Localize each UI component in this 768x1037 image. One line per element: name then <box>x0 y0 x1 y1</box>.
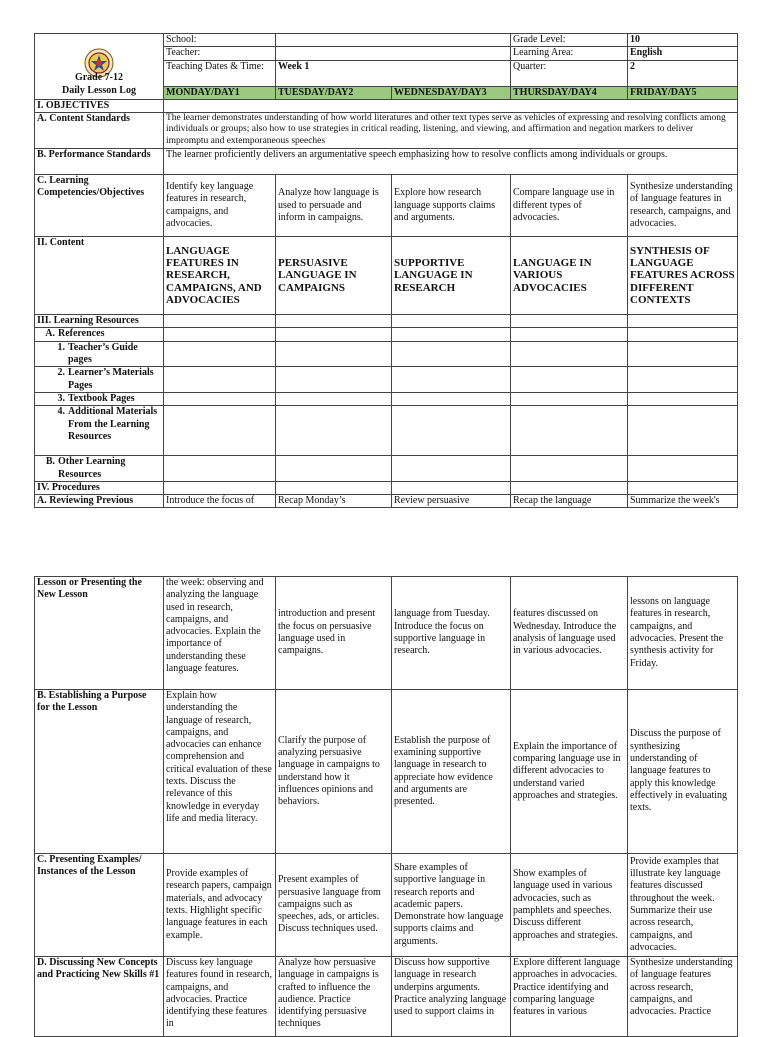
objectives-heading: I. OBJECTIVES <box>35 99 164 112</box>
day-header-4: THURSDAY/DAY4 <box>511 86 628 99</box>
school-value <box>276 34 511 47</box>
content-label: II. Content <box>35 237 164 315</box>
resources-other: B. Other Learning Resources <box>35 456 164 482</box>
review-day2: introduction and present the focus on persuasive language used in campaigns. <box>276 577 392 690</box>
competency-day4: Compare language use in different types of advocacies. <box>511 175 628 237</box>
discussing-day1: Discuss key language features found in research, campaigns, and advocacies. Practice identifying these features in <box>164 957 276 1037</box>
lesson-log-table-page1 <box>34 33 738 508</box>
resources-additional: 4. Additional Materials From the Learning Resources <box>35 406 164 456</box>
performance-standards-label: B. Performance Standards <box>35 149 164 175</box>
lesson-log-table-page2 <box>34 576 738 1037</box>
dates-label: Teaching Dates & Time: <box>164 60 276 86</box>
examples-day5: Provide examples that illustrate key language features discussed throughout the week. Summarize their use across research, campaigns, and advocacies. <box>628 854 738 957</box>
teacher-label: Teacher: <box>164 47 276 60</box>
competencies-label: C. Learning Competencies/Objectives <box>35 175 164 237</box>
resources-heading: III. Learning Resources <box>35 315 164 328</box>
day-header-3: WEDNESDAY/DAY3 <box>392 86 511 99</box>
day-header-2: TUESDAY/DAY2 <box>276 86 392 99</box>
content-topic-day5: SYNTHESIS OF LANGUAGE FEATURES ACROSS DIFFERENT CONTEXTS <box>628 237 738 315</box>
purpose-day5: Discuss the purpose of synthesizing understanding of language features to apply this knowledge effectively in evaluating texts. <box>628 690 738 854</box>
school-label: School: <box>164 34 276 47</box>
content-standards-label: A. Content Standards <box>35 113 164 149</box>
teacher-value <box>276 47 511 60</box>
examples-day3: Share examples of supportive language in research reports and academic papers. Demonstrate how language supports claims and arguments. <box>392 854 511 957</box>
review-day4-start: Recap the language <box>511 495 628 508</box>
purpose-day1: Explain how understanding the language of research, campaigns, and advocacies can enhance comprehension and critical evaluation of these texts. Discuss the relevance of this knowledge in everyday life and media literacy. <box>164 690 276 854</box>
resources-learners-materials: 2. Learner’s Materials Pages <box>35 367 164 393</box>
content-topic-day4: LANGUAGE IN VARIOUS ADVOCACIES <box>511 237 628 315</box>
quarter-label: Quarter: <box>511 60 628 86</box>
review-label-part2: Lesson or Presenting the New Lesson <box>35 577 164 690</box>
header-grade: Grade 7-12 <box>74 72 124 84</box>
content-topic-day3: SUPPORTIVE LANGUAGE IN RESEARCH <box>392 237 511 315</box>
purpose-label: B. Establishing a Purpose for the Lesson <box>35 690 164 854</box>
examples-label: C. Presenting Examples/ Instances of the Lesson <box>35 854 164 957</box>
review-day1-start: Introduce the focus of <box>164 495 276 508</box>
review-day5: lessons on language features in research, campaigns, and advocacies. Present the synthesis activity for Friday. <box>628 577 738 690</box>
resources-teachers-guide: 1. Teacher’s Guide pages <box>35 341 164 367</box>
competency-day3: Explore how research language supports claims and arguments. <box>392 175 511 237</box>
discussing-day3: Discuss how supportive language in research underpins arguments. Practice analyzing language used to support claims in <box>392 957 511 1037</box>
review-day3: language from Tuesday. Introduce the focus on supportive language in research. <box>392 577 511 690</box>
resources-textbook: 3. Textbook Pages <box>35 392 164 405</box>
competency-day5: Synthesize understanding of language features in research, campaigns, and advocacies. <box>628 175 738 237</box>
discussing-day2: Analyze how persuasive language in campaigns is crafted to influence the audience. Practice identifying persuasive techniques <box>276 957 392 1037</box>
purpose-day4: Explain the importance of comparing language use in different advocacies to understand varied approaches and strategies. <box>511 690 628 854</box>
day-header-5: FRIDAY/DAY5 <box>628 86 738 99</box>
grade-level-value: 10 <box>628 34 738 47</box>
competency-day2: Analyze how language is used to persuade and inform in campaigns. <box>276 175 392 237</box>
quarter-value: 2 <box>628 60 738 86</box>
content-standards-text: The learner demonstrates understanding of how world literatures and other text types serve as vehicles of expressing and resolving conflicts among individuals or groups; also how to use strategies in critical reading, listening, and viewing, and affirmation and negation markers to deliver impromptu and extemporaneous speeches <box>164 113 738 149</box>
review-day4: features discussed on Wednesday. Introduce the analysis of language used in various advocacies. <box>511 577 628 690</box>
review-day3-start: Review persuasive <box>392 495 511 508</box>
review-day2-start: Recap Monday’s <box>276 495 392 508</box>
day-header-1: MONDAY/DAY1 <box>164 86 276 99</box>
review-day5-start: Summarize the week's <box>628 495 738 508</box>
header-title: Daily Lesson Log <box>62 84 136 96</box>
discussing-day5: Synthesize understanding of language features across research, campaigns, and advocacies. Practice <box>628 957 738 1037</box>
content-topic-day2: PERSUASIVE LANGUAGE IN CAMPAIGNS <box>276 237 392 315</box>
examples-day2: Present examples of persuasive language from campaigns such as speeches, ads, or articles. Discuss techniques used. <box>276 854 392 957</box>
header-logo-block <box>35 34 164 100</box>
competency-day1: Identify key language features in research, campaigns, and advocacies. <box>164 175 276 237</box>
dates-value: Week 1 <box>276 60 511 86</box>
procedures-heading: IV. Procedures <box>35 481 164 494</box>
purpose-day3: Establish the purpose of examining supportive language in research to appreciate how evidence and arguments are presented. <box>392 690 511 854</box>
learning-area-value: English <box>628 47 738 60</box>
examples-day1: Provide examples of research papers, campaign materials, and advocacy texts. Highlight specific language features in each example. <box>164 854 276 957</box>
grade-level-label: Grade Level: <box>511 34 628 47</box>
resources-references: A. References <box>35 328 164 341</box>
learning-area-label: Learning Area: <box>511 47 628 60</box>
discussing-label: D. Discussing New Concepts and Practicing New Skills #1 <box>35 957 164 1037</box>
examples-day4: Show examples of language used in various advocacies, such as pamphlets and speeches. Discuss different approaches and strategies. <box>511 854 628 957</box>
review-label-part1: A. Reviewing Previous <box>35 495 164 508</box>
purpose-day2: Clarify the purpose of analyzing persuasive language in campaigns to understand how it influences opinions and behaviors. <box>276 690 392 854</box>
discussing-day4: Explore different language approaches in advocacies. Practice identifying and comparing language features in various <box>511 957 628 1037</box>
review-day1: the week: observing and analyzing the language used in research, campaigns, and advocacies. Explain the importance of understanding these language features. <box>164 577 276 690</box>
content-topic-day1: LANGUAGE FEATURES IN RESEARCH, CAMPAIGNS, AND ADVOCACIES <box>164 237 276 315</box>
performance-standards-text: The learner proficiently delivers an argumentative speech emphasizing how to resolve conflicts among individuals or groups. <box>164 149 738 175</box>
